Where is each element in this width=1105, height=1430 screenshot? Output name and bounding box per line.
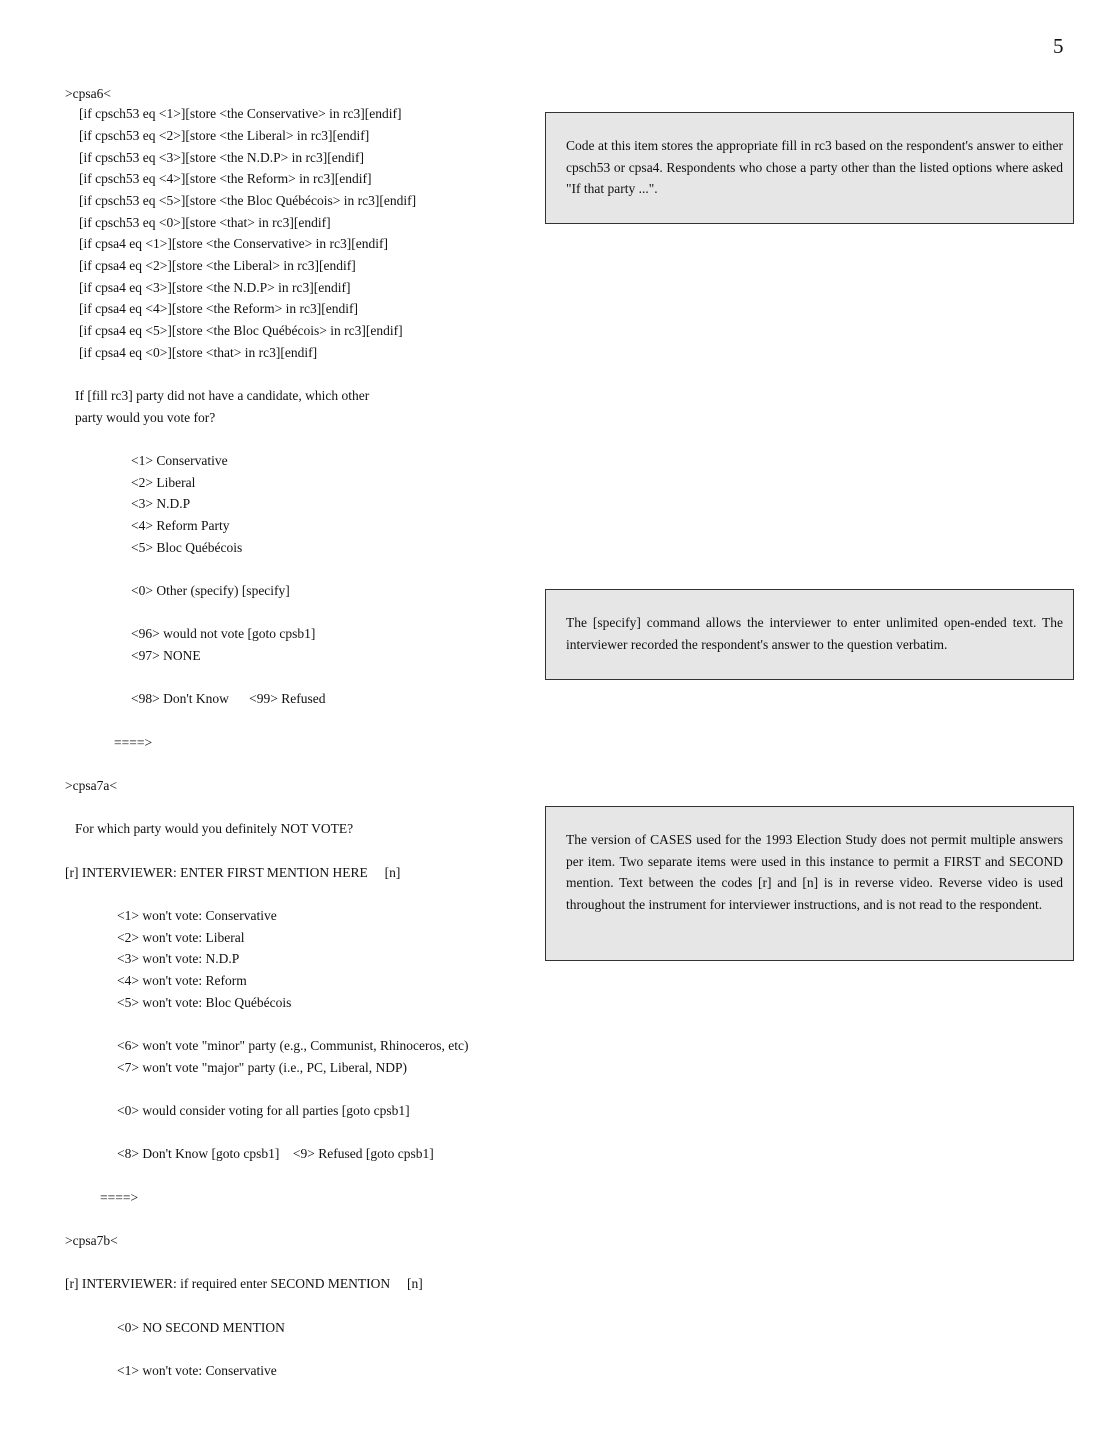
question-text: For which party would you definitely NOT VOTE?	[75, 821, 354, 836]
code-line: [if cpsa4 eq <5>][store <the Bloc Québécois> in rc3][endif]	[79, 323, 403, 338]
answer-option: <8> Don't Know [goto cpsb1] <9> Refused [goto cpsb1]	[117, 1146, 434, 1161]
interviewer-instruction: [r] INTERVIEWER: if required enter SECOND MENTION [n]	[65, 1276, 423, 1291]
answer-option: <2> Liberal	[131, 475, 196, 490]
question-text: If [fill rc3] party did not have a candidate, which other	[75, 388, 370, 403]
code-line: [if cpsch53 eq <0>][store <that> in rc3][endif]	[79, 215, 331, 230]
answer-option: <7> won't vote "major" party (i.e., PC, Liberal, NDP)	[117, 1060, 408, 1075]
code-line: [if cpsa4 eq <1>][store <the Conservative> in rc3][endif]	[79, 236, 388, 251]
annotation-box: The version of CASES used for the 1993 Election Study does not permit multiple answers per item. Two separate items were used in this instance to permit a FIRST and SECOND mention. Text between the codes [r] and [n] is in reverse video. Reverse video is used throughout the instrument for interviewer instructions, and is not read to the respondent.	[545, 806, 1074, 961]
answer-option: <1> won't vote: Conservative	[117, 908, 277, 923]
answer-option: <3> N.D.P	[131, 496, 191, 511]
code-line: [if cpsch53 eq <3>][store <the N.D.P> in rc3][endif]	[79, 150, 364, 165]
question-text: party would you vote for?	[75, 410, 216, 425]
interviewer-instruction: [r] INTERVIEWER: ENTER FIRST MENTION HERE [n]	[65, 865, 401, 880]
item-label: >cpsa7a<	[65, 778, 117, 793]
code-line: [if cpsa4 eq <4>][store <the Reform> in rc3][endif]	[79, 301, 358, 316]
page-number: 5	[1053, 34, 1064, 58]
code-line: [if cpsch53 eq <2>][store <the Liberal> in rc3][endif]	[79, 128, 370, 143]
answer-option: <4> Reform Party	[131, 518, 230, 533]
code-line: [if cpsa4 eq <0>][store <that> in rc3][endif]	[79, 345, 318, 360]
answer-option: <96> would not vote [goto cpsb1]	[131, 626, 316, 641]
code-line: [if cpsch53 eq <4>][store <the Reform> in rc3][endif]	[79, 171, 372, 186]
answer-option: <0> Other (specify) [specify]	[131, 583, 290, 598]
arrow-marker: ====>	[100, 1190, 139, 1205]
code-line: [if cpsch53 eq <5>][store <the Bloc Québécois> in rc3][endif]	[79, 193, 417, 208]
answer-option: <4> won't vote: Reform	[117, 973, 247, 988]
answer-option: <5> won't vote: Bloc Québécois	[117, 995, 292, 1010]
answer-option: <98> Don't Know <99> Refused	[131, 691, 326, 706]
answer-option: <2> won't vote: Liberal	[117, 930, 245, 945]
item-label: >cpsa7b<	[65, 1233, 118, 1248]
answer-option: <0> NO SECOND MENTION	[117, 1320, 285, 1335]
answer-option: <0> would consider voting for all parties [goto cpsb1]	[117, 1103, 410, 1118]
code-line: [if cpsa4 eq <2>][store <the Liberal> in rc3][endif]	[79, 258, 356, 273]
annotation-box: Code at this item stores the appropriate fill in rc3 based on the respondent's answer to either cpsch53 or cpsa4. Respondents who chose a party other than the listed options where asked "If that party ...".	[545, 112, 1074, 224]
item-label: >cpsa6<	[65, 86, 111, 101]
answer-option: <1> won't vote: Conservative	[117, 1363, 277, 1378]
answer-option: <6> won't vote "minor" party (e.g., Communist, Rhinoceros, etc)	[117, 1038, 469, 1053]
answer-option: <3> won't vote: N.D.P	[117, 951, 240, 966]
answer-option: <97> NONE	[131, 648, 201, 663]
answer-option: <5> Bloc Québécois	[131, 540, 243, 555]
arrow-marker: ====>	[114, 735, 153, 750]
annotation-box: The [specify] command allows the interviewer to enter unlimited open-ended text. The interviewer recorded the respondent's answer to the question verbatim.	[545, 589, 1074, 680]
answer-option: <1> Conservative	[131, 453, 228, 468]
code-line: [if cpsa4 eq <3>][store <the N.D.P> in rc3][endif]	[79, 280, 351, 295]
code-line: [if cpsch53 eq <1>][store <the Conservative> in rc3][endif]	[79, 106, 402, 121]
